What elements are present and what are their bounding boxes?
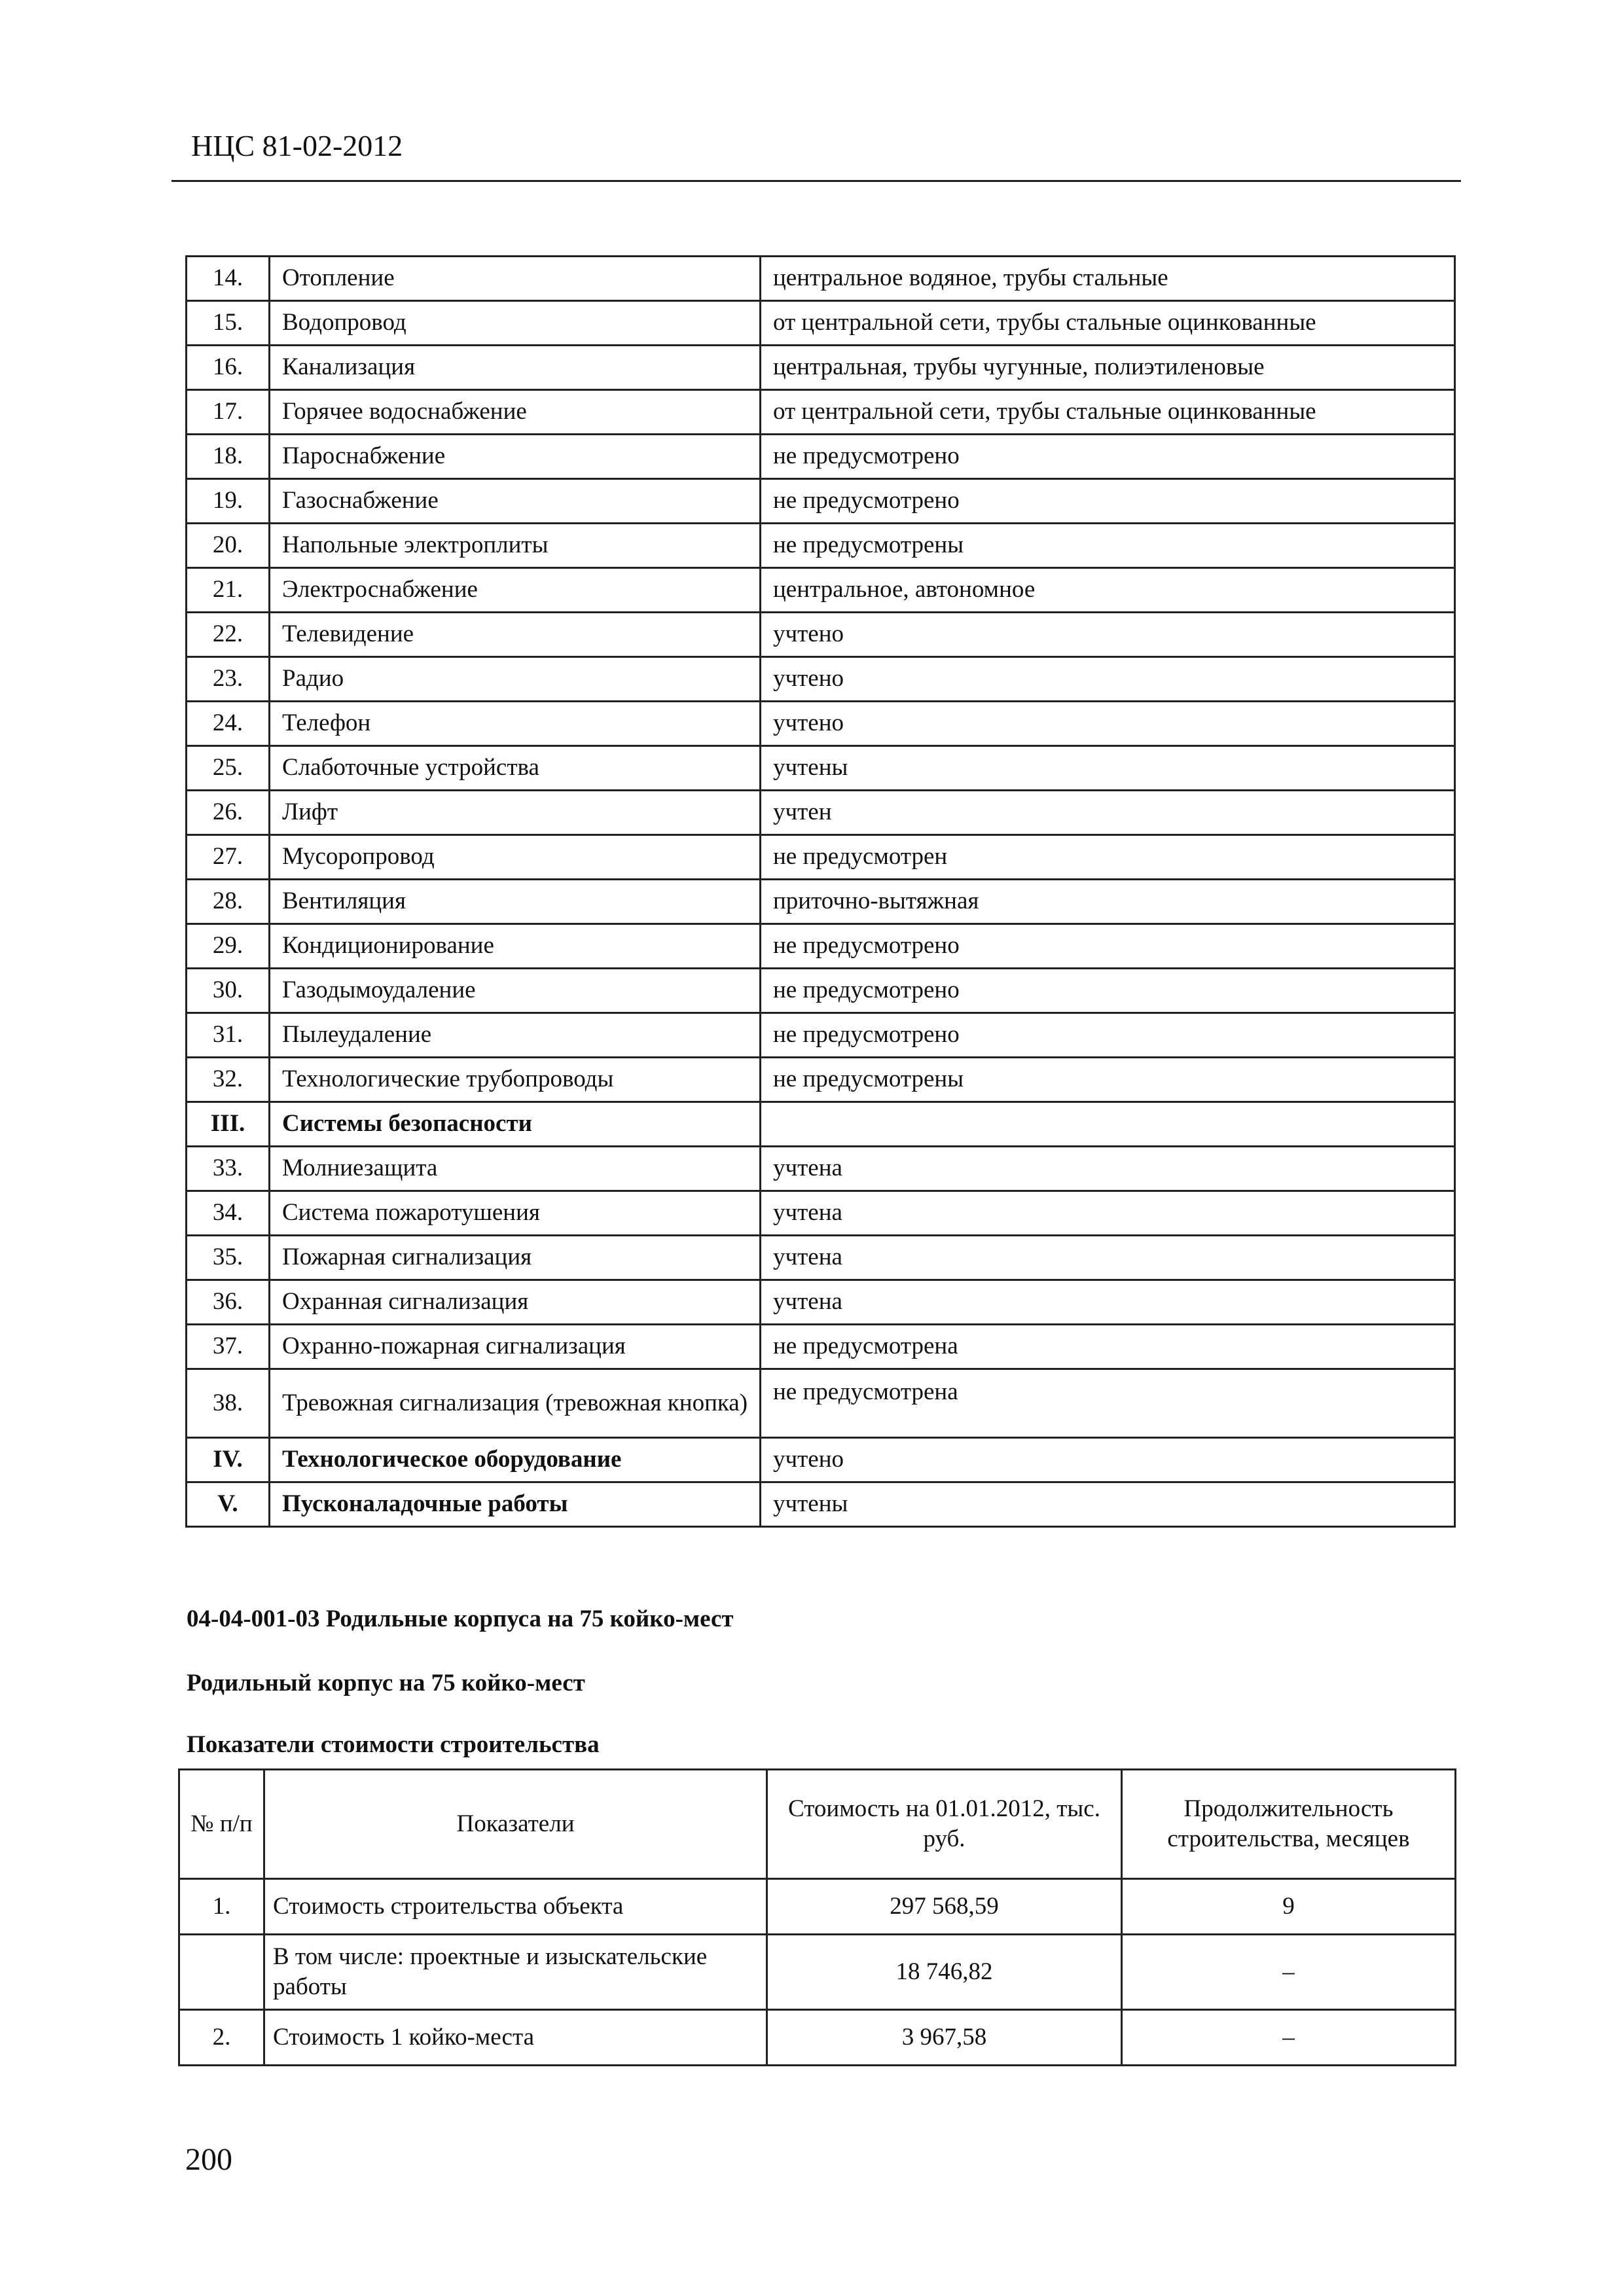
header-num: № п/п (179, 1770, 264, 1879)
row-value: не предусмотрен (761, 835, 1455, 880)
table-row (187, 1280, 1455, 1325)
row-number: 20. (187, 524, 270, 568)
row-cost: 18 746,82 (767, 1935, 1122, 2010)
row-name: Кондиционирование (270, 924, 761, 969)
row-value: не предусмотрена (761, 1369, 1455, 1438)
table-row (187, 568, 1455, 613)
table-row (187, 1058, 1455, 1102)
row-value: не предусмотрены (761, 1058, 1455, 1102)
row-number: 17. (187, 390, 270, 435)
row-name: Газодымоудаление (270, 969, 761, 1013)
table-row (187, 435, 1455, 479)
cost-table-title: Показатели стоимости строительства (187, 1731, 600, 1758)
table-row (187, 835, 1455, 880)
row-number: 34. (187, 1191, 270, 1236)
row-value: учтена (761, 1191, 1455, 1236)
table-row (187, 301, 1455, 346)
row-indicator: Стоимость строительства объекта (264, 1879, 767, 1935)
row-value: не предусмотрено (761, 1013, 1455, 1058)
cost-table (178, 1768, 1456, 2066)
row-value: приточно-вытяжная (761, 880, 1455, 924)
row-name: Лифт (270, 791, 761, 835)
row-number: 35. (187, 1236, 270, 1280)
row-number: 36. (187, 1280, 270, 1325)
table-row (179, 1935, 1456, 2010)
row-name: Мусоропровод (270, 835, 761, 880)
section-row (187, 1482, 1455, 1527)
table-row (187, 257, 1455, 301)
row-name: Технологические трубопроводы (270, 1058, 761, 1102)
row-number: 15. (187, 301, 270, 346)
row-value: учтена (761, 1280, 1455, 1325)
row-value: не предусмотрено (761, 435, 1455, 479)
row-cost: 3 967,58 (767, 2010, 1122, 2066)
row-number: 28. (187, 880, 270, 924)
row-value: учтена (761, 1236, 1455, 1280)
row-cost: 297 568,59 (767, 1879, 1122, 1935)
table-row (187, 880, 1455, 924)
row-value: центральная, трубы чугунные, полиэтиленовые (761, 346, 1455, 390)
row-number: 22. (187, 613, 270, 657)
table-row (179, 2010, 1456, 2066)
section-value: учтено (761, 1438, 1455, 1482)
table-row (187, 1147, 1455, 1191)
section-code-title: 04-04-001-03 Родильные корпуса на 75 койко-мест (187, 1605, 734, 1632)
table-row (187, 969, 1455, 1013)
table-header-row (179, 1770, 1456, 1879)
row-value: учтено (761, 657, 1455, 702)
row-value: от центральной сети, трубы стальные оцинкованные (761, 301, 1455, 346)
row-name: Пылеудаление (270, 1013, 761, 1058)
row-number: 30. (187, 969, 270, 1013)
row-number: 37. (187, 1325, 270, 1369)
row-name: Вентиляция (270, 880, 761, 924)
row-name: Водопровод (270, 301, 761, 346)
row-value: учтено (761, 702, 1455, 746)
row-number: 19. (187, 479, 270, 524)
row-number: 2. (179, 2010, 264, 2066)
header-duration: Продолжительность строительства, месяцев (1122, 1770, 1456, 1879)
row-name: Электроснабжение (270, 568, 761, 613)
row-duration: – (1122, 1935, 1456, 2010)
row-number: 26. (187, 791, 270, 835)
row-name: Молниезащита (270, 1147, 761, 1191)
row-duration: 9 (1122, 1879, 1456, 1935)
row-value: от центральной сети, трубы стальные оцинкованные (761, 390, 1455, 435)
row-number: 29. (187, 924, 270, 969)
header-indicator: Показатели (264, 1770, 767, 1879)
row-number: 25. (187, 746, 270, 791)
row-number: 24. (187, 702, 270, 746)
table-row (187, 346, 1455, 390)
table-row (187, 390, 1455, 435)
spec-table (185, 255, 1456, 1528)
table-row (187, 657, 1455, 702)
row-number: 31. (187, 1013, 270, 1058)
table-row (187, 1013, 1455, 1058)
table-row (187, 1369, 1455, 1438)
row-duration: – (1122, 2010, 1456, 2066)
row-name: Пожарная сигнализация (270, 1236, 761, 1280)
row-name: Система пожаротушения (270, 1191, 761, 1236)
section-number: IV. (187, 1438, 270, 1482)
row-number: 27. (187, 835, 270, 880)
row-value: учтен (761, 791, 1455, 835)
row-value: центральное водяное, трубы стальные (761, 257, 1455, 301)
row-name: Телефон (270, 702, 761, 746)
table-row (187, 1236, 1455, 1280)
row-indicator: В том числе: проектные и изыскательские работы (264, 1935, 767, 2010)
row-value: не предусмотрено (761, 479, 1455, 524)
row-number: 32. (187, 1058, 270, 1102)
row-number (179, 1935, 264, 2010)
table-row (187, 524, 1455, 568)
header-cost: Стоимость на 01.01.2012, тыс. руб. (767, 1770, 1122, 1879)
row-value: не предусмотрена (761, 1325, 1455, 1369)
section-row (187, 1102, 1455, 1147)
table-row (187, 479, 1455, 524)
section-number: III. (187, 1102, 270, 1147)
section-name: Системы безопасности (270, 1102, 761, 1147)
row-number: 16. (187, 346, 270, 390)
row-value: центральное, автономное (761, 568, 1455, 613)
section-row (187, 1438, 1455, 1482)
row-value: учтены (761, 746, 1455, 791)
section-value: учтены (761, 1482, 1455, 1527)
table-row (179, 1879, 1456, 1935)
table-row (187, 613, 1455, 657)
table-row (187, 791, 1455, 835)
row-number: 38. (187, 1369, 270, 1438)
section-name: Пусконаладочные работы (270, 1482, 761, 1527)
row-value: не предусмотрено (761, 924, 1455, 969)
table-row (187, 924, 1455, 969)
row-number: 1. (179, 1879, 264, 1935)
row-number: 18. (187, 435, 270, 479)
row-value: не предусмотрены (761, 524, 1455, 568)
row-name: Тревожная сигнализация (тревожная кнопка) (270, 1369, 761, 1438)
row-name: Отопление (270, 257, 761, 301)
page-number: 200 (185, 2142, 232, 2177)
row-name: Горячее водоснабжение (270, 390, 761, 435)
row-name: Слаботочные устройства (270, 746, 761, 791)
table-row (187, 1191, 1455, 1236)
row-value: учтена (761, 1147, 1455, 1191)
section-number: V. (187, 1482, 270, 1527)
row-name: Охранно-пожарная сигнализация (270, 1325, 761, 1369)
table-row (187, 746, 1455, 791)
row-number: 14. (187, 257, 270, 301)
section-name: Технологическое оборудование (270, 1438, 761, 1482)
section-value (761, 1102, 1455, 1147)
row-indicator: Стоимость 1 койко-места (264, 2010, 767, 2066)
row-value: учтено (761, 613, 1455, 657)
table-row (187, 702, 1455, 746)
row-name: Телевидение (270, 613, 761, 657)
document-code: НЦС 81-02-2012 (191, 129, 403, 162)
row-value: не предусмотрено (761, 969, 1455, 1013)
row-name: Канализация (270, 346, 761, 390)
object-title: Родильный корпус на 75 койко-мест (187, 1670, 585, 1696)
row-number: 23. (187, 657, 270, 702)
row-name: Газоснабжение (270, 479, 761, 524)
row-number: 21. (187, 568, 270, 613)
row-name: Охранная сигнализация (270, 1280, 761, 1325)
row-name: Пароснабжение (270, 435, 761, 479)
header-rule (171, 180, 1461, 182)
table-row (187, 1325, 1455, 1369)
row-name: Радио (270, 657, 761, 702)
row-name: Напольные электроплиты (270, 524, 761, 568)
row-number: 33. (187, 1147, 270, 1191)
